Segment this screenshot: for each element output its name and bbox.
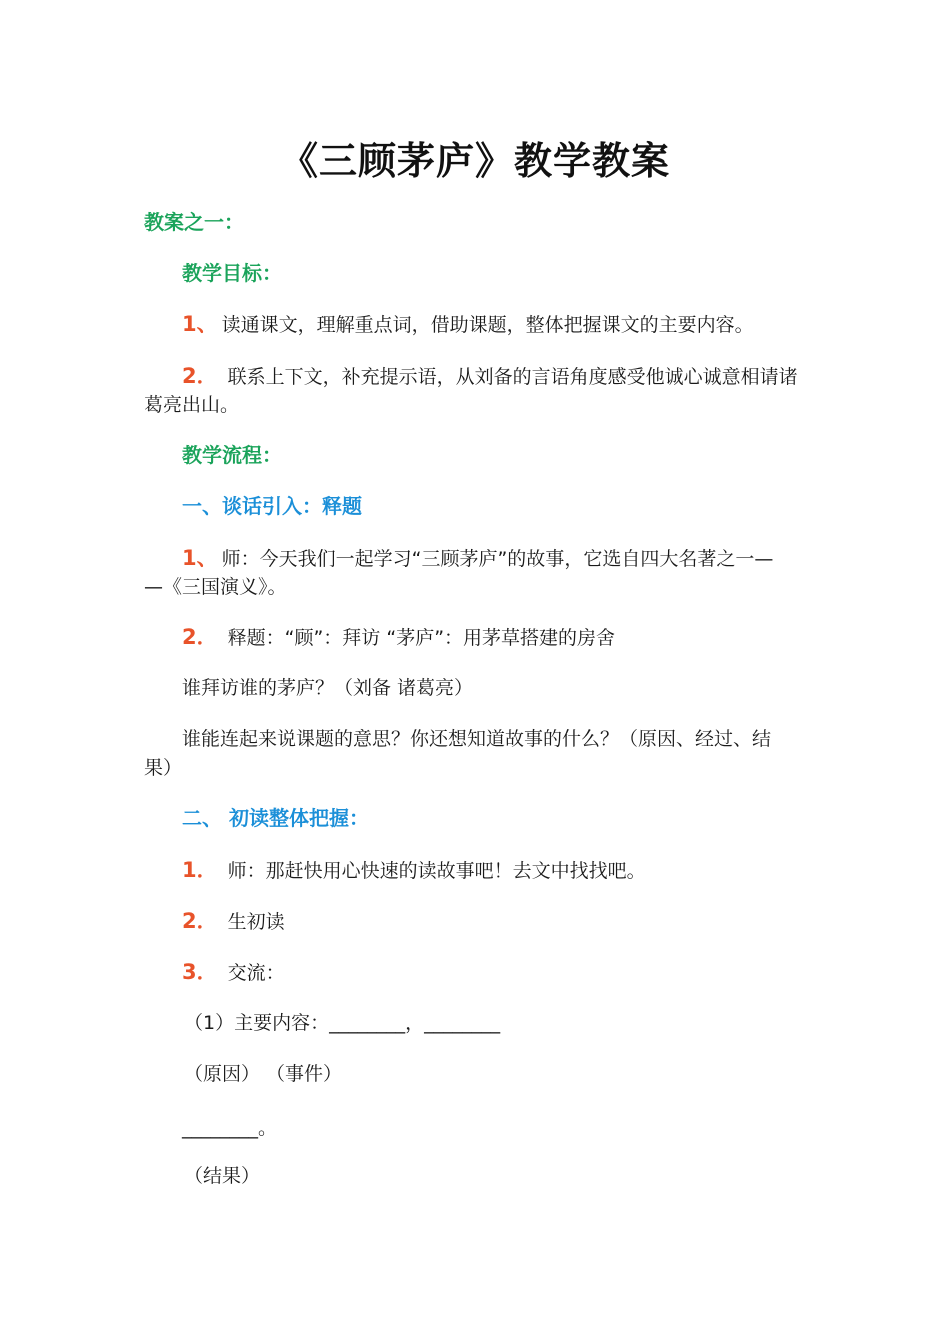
part-two-text-1: 师：那赶快用心快速的读故事吧！去文中找找吧。 xyxy=(227,860,646,882)
process-heading: 教学流程： xyxy=(182,443,282,467)
blank-labels-cause-event: （原因） （事件） xyxy=(184,1063,343,1085)
objective-number-2: 2． xyxy=(182,364,218,388)
objective-item-2 xyxy=(182,362,798,391)
objective-item-1 xyxy=(182,310,754,339)
question-title-meaning-line2: 果） xyxy=(144,757,183,779)
result-blank: ________。 xyxy=(182,1117,278,1139)
part-one-text-1-line1: 师：今天我们一起学习“三顾茅庐”的故事，它选自四大名著之一— xyxy=(221,548,774,570)
blank-label-result: （结果） xyxy=(184,1165,261,1187)
part-two-text-2: 生初读 xyxy=(227,911,285,933)
question-who-visited: 谁拜访谁的茅庐？（刘备 诸葛亮） xyxy=(182,677,474,699)
part-one-number-2: 2． xyxy=(182,625,218,649)
part-one-text-1-line2: —《三国演义》。 xyxy=(144,576,287,598)
objectives-heading: 教学目标： xyxy=(182,261,282,285)
part-two-item-2 xyxy=(182,907,285,936)
part-one-text-2: 释题：“顾”：拜访 “茅庐”：用茅草搭建的房舍 xyxy=(227,627,616,649)
section-heading-lesson-one: 教案之一： xyxy=(144,210,244,234)
part-two-item-3 xyxy=(182,958,285,987)
main-content-blanks: （1）主要内容：________，________ xyxy=(184,1012,501,1034)
part-one-item-1 xyxy=(182,544,773,573)
part-two-item-1 xyxy=(182,856,646,885)
document-title: 《三顾茅庐》教学教案 xyxy=(279,139,670,183)
part-two-text-3: 交流： xyxy=(227,962,285,984)
part-one-number-1: 1、 xyxy=(182,546,218,570)
part-two-heading: 二、 初读整体把握： xyxy=(182,806,369,830)
objective-text-2-line2: 葛亮出山。 xyxy=(144,394,240,416)
objective-number-1: 1、 xyxy=(182,312,218,336)
part-two-number-2: 2． xyxy=(182,909,218,933)
part-two-number-1: 1． xyxy=(182,858,218,882)
question-title-meaning-line1: 谁能连起来说课题的意思？你还想知道故事的什么？（原因、经过、结 xyxy=(182,728,772,750)
part-two-number-3: 3． xyxy=(182,960,218,984)
objective-text-2-line1: 联系上下文，补充提示语，从刘备的言语角度感受他诚心诚意相请诸 xyxy=(227,366,798,388)
objective-text-1: 读通课文，理解重点词，借助课题，整体把握课文的主要内容。 xyxy=(221,314,754,336)
part-one-item-2 xyxy=(182,623,615,652)
part-one-heading: 一、谈话引入：释题 xyxy=(182,494,362,518)
